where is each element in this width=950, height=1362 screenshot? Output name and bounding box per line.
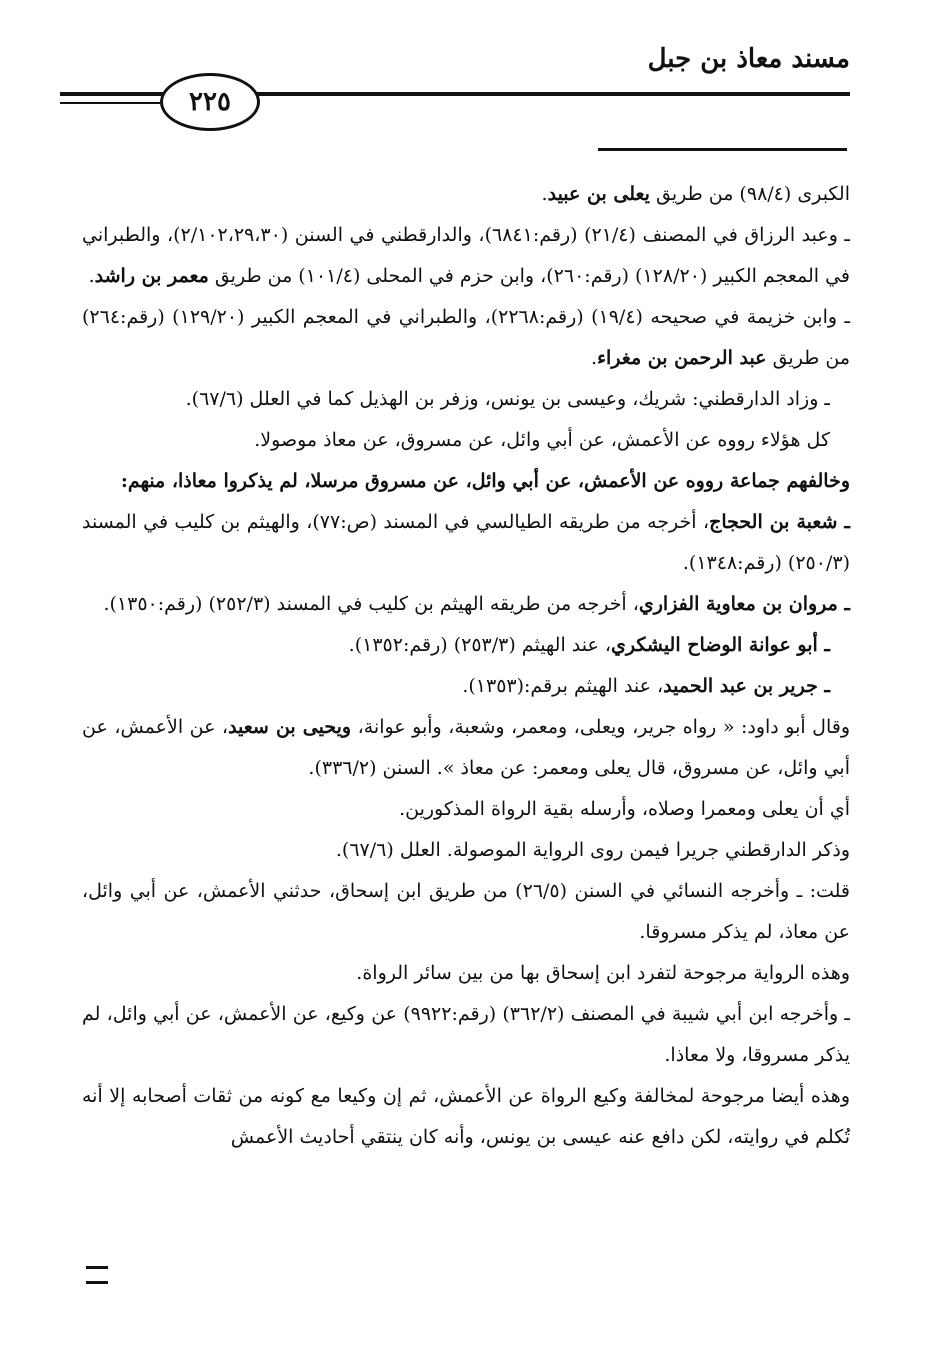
paragraph: ـ شعبة بن الحجاج، أخرجه من طريقه الطيالسي في المسند (ص:٧٧)، والهيثم بن كليب في المسند (٢٥٠/٣) (رقم:١٣٤٨). xyxy=(82,511,851,574)
running-title: مسند معاذ بن جبل xyxy=(647,44,850,74)
paragraph: ـ وابن خزيمة في صحيحه (١٩/٤) (رقم:٢٢٦٨)، والطبراني في المعجم الكبير (١٢٩/٢٠) (رقم:٢٦٤) من طريق عبد الرحمن بن مغراء. xyxy=(82,306,851,369)
narrator-name: ـ مروان بن معاوية الفزاري xyxy=(638,593,850,615)
paragraph: أي أن يعلى ومعمرا وصلاه، وأرسله بقية الرواة المذكورين. xyxy=(399,798,850,820)
narrator-name: معمر بن راشد xyxy=(94,265,209,287)
narrator-name: ويحيى بن سعيد xyxy=(228,716,352,738)
paragraph: ـ أبو عوانة الوضاح اليشكري، عند الهيثم (٢٥٣/٣) (رقم:١٣٥٢). xyxy=(348,634,830,656)
narrator-name: ـ أبو عوانة الوضاح اليشكري xyxy=(611,634,830,656)
paragraph: ـ جرير بن عبد الحميد، عند الهيثم برقم:(١٣٥٣). xyxy=(462,675,830,697)
paragraph: ـ مروان بن معاوية الفزاري، أخرجه من طريقه الهيثم بن كليب في المسند (٢٥٢/٣) (رقم:١٣٥٠). xyxy=(103,593,850,615)
paragraph: وذكر الدارقطني جريرا فيمن روى الرواية الموصولة. العلل (٦٧/٦). xyxy=(335,839,850,861)
page-body xyxy=(82,174,850,1158)
paragraph: وهذه أيضا مرجوحة لمخالفة وكيع الرواة عن الأعمش، ثم إن وكيعا مع كونه من ثقات أصحابه إلا أنه تُكلم في روايته، لكن دافع عنه عيسى بن يونس، وأنه كان ينتقي أحاديث الأعمش xyxy=(82,1085,850,1148)
paragraph: ـ وزاد الدارقطني: شريك، وعيسى بن يونس، وزفر بن الهذيل كما في العلل (٦٧/٦). xyxy=(185,388,830,410)
narrator-name: ـ جرير بن عبد الحميد xyxy=(663,675,830,697)
page-number: ٢٢٥ xyxy=(189,87,231,117)
paragraph: ـ وعبد الرزاق في المصنف (٢١/٤) (رقم:٦٨٤١)، والدارقطني في السنن (٢/١٠٢،٢٩،٣٠)، والطبراني في المعجم الكبير (١٢٨/٢٠) (رقم:٢٦٠)، وابن حزم في المحلى (١٠١/٤) من طريق معمر بن راشد. xyxy=(82,224,850,287)
narrator-name: ـ شعبة بن الحجاج xyxy=(709,511,851,533)
narrator-name: يعلى بن عبيد xyxy=(547,183,650,205)
header-rule-thin xyxy=(60,102,160,104)
page-number-oval xyxy=(160,73,260,131)
narrator-name: عبد الرحمن بن مغراء xyxy=(597,347,767,369)
paragraph: كل هؤلاء رووه عن الأعمش، عن أبي وائل، عن مسروق، عن معاذ موصولا. xyxy=(254,429,830,451)
paragraph: وهذه الرواية مرجوحة لتفرد ابن إسحاق بها من بين سائر الرواة. xyxy=(356,962,850,984)
paragraph: وقال أبو داود: « رواه جرير، ويعلى، ومعمر، وشعبة، وأبو عوانة، ويحيى بن سعيد، عن الأعمش، عن أبي وائل، عن مسروق، قال يعلى ومعمر: عن معاذ ». السنن (٣٣٦/٢). xyxy=(82,716,850,779)
paragraph: قلت: ـ وأخرجه النسائي في السنن (٢٦/٥) من طريق ابن إسحاق، حدثني الأعمش، عن أبي وائل، عن معاذ، لم يذكر مسروقا. xyxy=(82,880,851,943)
paragraph: الكبرى (٩٨/٤) من طريق يعلى بن عبيد. xyxy=(541,183,850,205)
continuation-mark xyxy=(86,1266,108,1284)
separator-rule xyxy=(598,148,847,151)
paragraph-bold: وخالفهم جماعة رووه عن الأعمش، عن أبي وائل، عن مسروق مرسلا، لم يذكروا معاذا، منهم: xyxy=(120,470,850,492)
paragraph: ـ وأخرجه ابن أبي شيبة في المصنف (٣٦٢/٢) (رقم:٩٩٢٢) عن وكيع، عن الأعمش، عن أبي وائل، لم يذكر مسروقا، ولا معاذا. xyxy=(82,1003,850,1066)
